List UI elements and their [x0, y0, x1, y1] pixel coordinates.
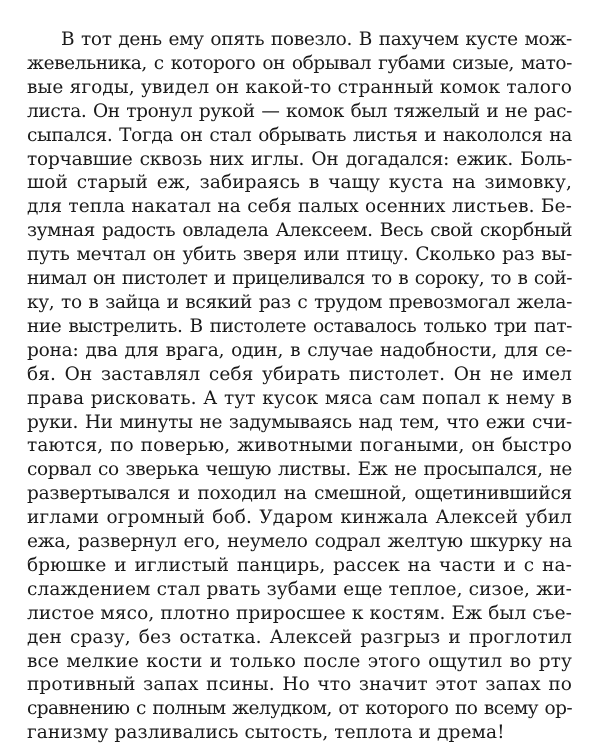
text-line: зумная радость овладела Алексеем. Весь свой скорбный — [27, 220, 572, 242]
text-line: В тот день ему опять повезло. В пахучем кусте мож- — [61, 29, 572, 50]
body-text-paragraph — [27, 28, 572, 745]
text-line: иглами огромный боб. Ударом кинжала Алексей убил — [27, 507, 572, 529]
text-line: сорвал со зверька чешую листвы. Еж не просыпался, не — [27, 459, 572, 481]
text-line: листа. Он тронул рукой — комок был тяжелый и не рас- — [27, 100, 572, 122]
text-line: путь мечтал он убить зверя или птицу. Сколько раз вы- — [27, 244, 572, 266]
text-line: нимал он пистолет и прицеливался то в сороку, то в сой- — [27, 268, 572, 290]
text-line: развертывался и походил на смешной, ощетинившийся — [27, 483, 572, 505]
text-line: шой старый еж, забираясь в чащу куста на зимовку, — [27, 172, 572, 194]
text-line: сравнению с полным желудком, от которого по всему ор- — [27, 698, 572, 720]
text-line: все мелкие кости и только после этого ощутил во рту — [27, 650, 572, 672]
text-line: права рисковать. А тут кусок мяса сам попал к нему в — [27, 387, 572, 409]
text-line: листое мясо, плотно приросшее к костям. Еж был съе- — [27, 602, 572, 624]
text-line: для тепла накатал на себя палых осенних листьев. Бе- — [27, 196, 572, 218]
text-line: ганизму разливались сытость, теплота и дрема! — [27, 722, 505, 744]
text-line: ежа, развернул его, неумело содрал желтую шкурку на — [27, 531, 572, 553]
text-line: жевельника, с которого он обрывал губами сизые, мато- — [27, 52, 572, 74]
text-line: вые ягоды, увидел он какой-то странный комок талого — [27, 76, 572, 98]
text-line: торчавшие сквозь них иглы. Он догадался: ежик. Боль- — [27, 148, 572, 170]
text-line: таются, по поверью, животными погаными, он быстро — [27, 435, 572, 457]
text-line: руки. Ни минуты не задумываясь над тем, что ежи счи- — [27, 411, 572, 433]
text-line: ден сразу, без остатка. Алексей разгрыз и проглотил — [27, 626, 572, 648]
text-line: противный запах псины. Но что значит этот запах по — [27, 674, 572, 696]
text-line: рона: два для врага, один, в случае надобности, для се- — [27, 339, 572, 361]
text-line: брюшке и иглистый панцирь, рассек на части и с на- — [27, 554, 572, 576]
text-line: сыпался. Тогда он стал обрывать листья и наколол​ся на — [27, 124, 572, 146]
text-line: бя. Он заставлял себя убирать пистолет. Он не имел — [27, 363, 572, 385]
text-line: слаждением стал рвать зубами еще теплое, сизое, жи- — [27, 578, 572, 600]
text-line: ку, то в зайца и всякий раз с трудом превозмогал жела- — [27, 291, 572, 313]
text-line: ние выстрелить. В пистолете оставалось только три пат- — [27, 315, 572, 337]
